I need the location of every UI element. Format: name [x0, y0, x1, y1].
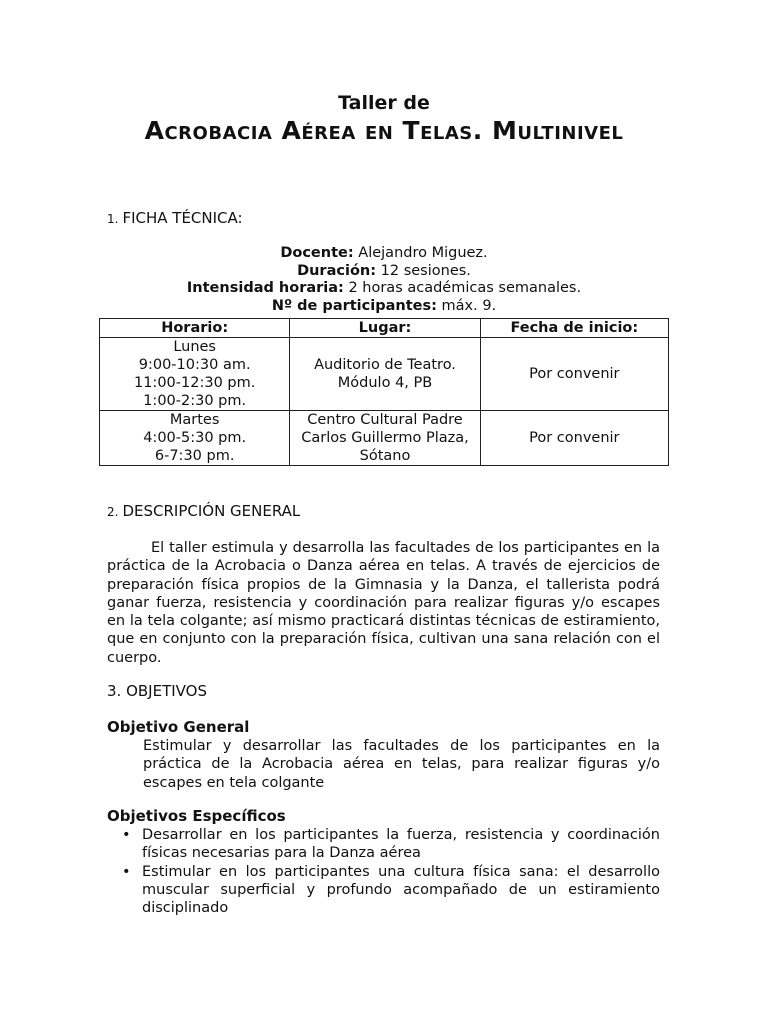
list-item-text: Desarrollar en los participantes la fuerza, resistencia y coordinación físicas necesarias para la Danza aérea	[142, 827, 660, 862]
fact-sheet-fields	[0, 245, 768, 315]
cell-line: Módulo 4, PB	[337, 375, 433, 391]
field-value: 12 sesiones.	[380, 262, 471, 279]
cell-line: 9:00-10:30 am.	[138, 357, 251, 373]
field-docente	[0, 245, 768, 263]
section-2-body: El taller estimula y desarrolla las facultades de los participantes en la práctica de la Acrobacia o Danza aérea en telas. A través de ejercicios de preparación física propios de la Gimnasia y la Danza, el tallerista podrá ganar fuerza, resistencia y coordinación para realizar figuras y/o escapes en la tela colgante; así mismo practicará distintas técnicas de estiramiento, que en conjunto con la preparación física, cultivan una sana relación con el cuerpo.	[107, 540, 660, 666]
field-duracion	[0, 263, 768, 281]
cell-lugar	[290, 338, 480, 411]
schedule-table	[99, 318, 669, 466]
header-fecha: Fecha de inicio:	[480, 319, 668, 338]
list-item	[107, 826, 660, 863]
field-label: Nº de participantes:	[271, 297, 437, 314]
cell-line: 11:00-12:30 pm.	[133, 375, 256, 391]
field-intensidad	[0, 280, 768, 298]
table-row	[100, 411, 669, 466]
list-item-text: Estimular en los participantes una cultura física sana: el desarrollo muscular superficial y profundo acompañado de un estiramiento disciplinado	[142, 863, 660, 917]
table-header-row	[100, 319, 669, 338]
field-participantes	[0, 298, 768, 316]
section-2-number: 2.	[107, 505, 119, 519]
cell-line: Auditorio de Teatro.	[314, 357, 456, 373]
section-2-title: DESCRIPCIÓN GENERAL	[122, 502, 301, 520]
field-label: Intensidad horaria:	[186, 280, 344, 296]
cell-horario	[100, 411, 290, 466]
section-1-number: 1.	[107, 212, 119, 226]
header-lugar: Lugar:	[290, 319, 480, 338]
field-label: Duración:	[297, 262, 377, 279]
cell-horario	[100, 338, 290, 411]
field-label: Docente:	[280, 245, 354, 261]
cell-line: 6-7:30 pm.	[154, 448, 235, 464]
cell-line: Carlos Guillermo Plaza,	[301, 430, 469, 446]
cell-lugar	[290, 411, 480, 466]
cell-line: Sótano	[359, 448, 411, 464]
specific-objectives-heading: Objetivos Específicos	[107, 807, 286, 825]
table-row	[100, 338, 669, 411]
bullet-icon: •	[122, 827, 131, 843]
cell-line: Lunes	[173, 339, 216, 355]
bullet-icon: •	[122, 863, 131, 880]
cell-line: 4:00-5:30 pm.	[143, 430, 247, 446]
specific-objectives-list	[107, 826, 660, 917]
cell-line: Martes	[169, 412, 220, 428]
general-objective-body: Estimular y desarrollar las facultades de los participantes en la práctica de la Acrobacia aérea en telas, para realizar figuras y/o escapes en tela colgante	[143, 738, 660, 791]
cell-fecha: Por convenir	[480, 338, 668, 411]
field-value: máx. 9.	[441, 297, 497, 314]
field-value: Alejandro Miguez.	[358, 245, 488, 261]
section-1-heading	[107, 209, 243, 227]
section-3-heading: 3. OBJETIVOS	[107, 682, 207, 700]
field-value: 2 horas académicas semanales.	[348, 280, 582, 296]
cell-line: Centro Cultural Padre	[307, 412, 463, 428]
cell-fecha: Por convenir	[480, 411, 668, 466]
header-horario: Horario:	[100, 319, 290, 338]
cell-line: 1:00-2:30 pm.	[143, 393, 247, 409]
general-objective-heading: Objetivo General	[107, 718, 250, 736]
title-line-1: Taller de	[338, 92, 430, 114]
section-1-title: FICHA TÉCNICA:	[122, 209, 243, 227]
section-2-heading	[107, 502, 300, 520]
title-line-2: Acrobacia Aérea en Telas. Multinivel	[144, 116, 624, 145]
list-item	[107, 863, 660, 918]
